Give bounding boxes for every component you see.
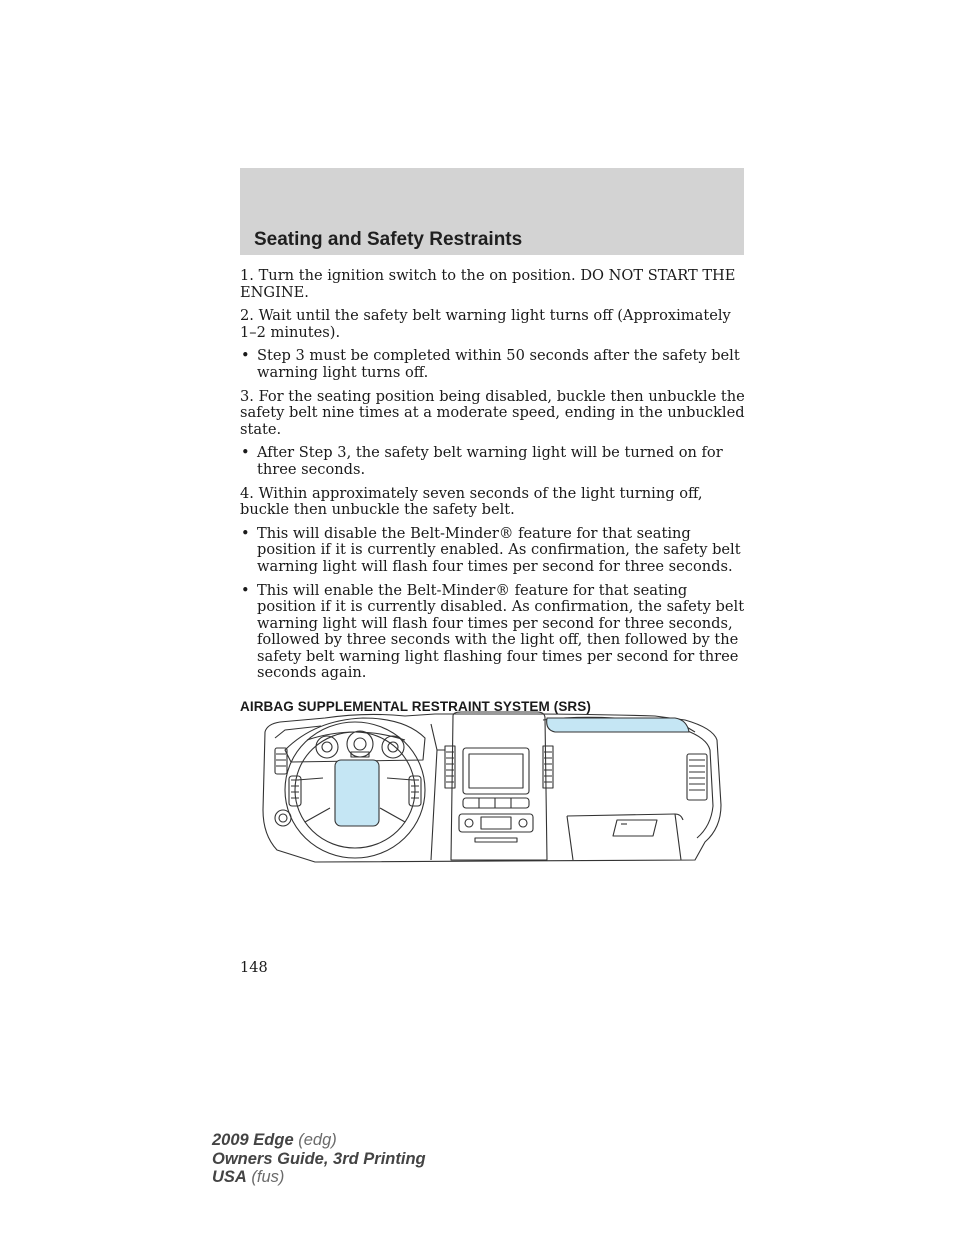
bullet-text: This will enable the Belt-Minder® feature for that seating position if it is currently disabled. As confirmation, the safety belt warning light will flash four times per second for three seconds, followed by three seconds with the light off, then followed by the safety belt warning light flashing four times per second for three seconds again.	[257, 581, 745, 682]
document-footer	[212, 1131, 426, 1187]
bullet-symbol: •	[241, 524, 250, 542]
bullet-text: After Step 3, the safety belt warning light will be turned on for three seconds.	[257, 444, 723, 478]
page-number: 148	[240, 960, 268, 976]
bullet-text: This will disable the Belt-Minder® feature for that seating position if it is currently enabled. As confirmation, the safety belt warning light will flash four times per second for three seconds.	[257, 524, 741, 575]
step-1: 1. Turn the ignition switch to the on position. DO NOT START THE ENGINE.	[240, 267, 736, 301]
footer-line-2	[212, 1150, 426, 1169]
section-header-band	[240, 168, 744, 255]
bullet-item	[240, 348, 745, 381]
footer-model: 2009 Edge	[212, 1131, 294, 1149]
footer-market: USA	[212, 1168, 247, 1186]
dashboard-airbag-illustration	[255, 710, 725, 868]
step-2: 2. Wait until the safety belt warning light turns off (Approximately 1–2 minutes).	[240, 307, 731, 341]
footer-line-1	[212, 1131, 426, 1150]
driver-airbag-highlight	[335, 760, 379, 826]
bullet-symbol: •	[241, 444, 250, 462]
step-4: 4. Within approximately seven seconds of the light turning off, buckle then unbuckle the safety belt.	[240, 484, 703, 519]
bullet-symbol: •	[241, 581, 250, 599]
footer-model-code: (edg)	[293, 1131, 337, 1149]
bullet-symbol: •	[241, 347, 250, 365]
bullet-item	[240, 583, 745, 683]
step-3: 3. For the seating position being disabled, buckle then unbuckle the safety belt nine times at a moderate speed, ending in the unbuckled state.	[240, 387, 745, 438]
footer-market-code: (fus)	[246, 1168, 285, 1186]
footer-guide: Owners Guide, 3rd Printing	[212, 1149, 426, 1168]
bullet-text: Step 3 must be completed within 50 seconds after the safety belt warning light turns off.	[257, 347, 740, 381]
page-title: Seating and Safety Restraints	[254, 229, 523, 250]
passenger-airbag-highlight	[547, 718, 689, 732]
bullet-item	[240, 526, 745, 576]
bullet-item	[240, 445, 745, 478]
body-text	[240, 268, 745, 716]
section-heading: AIRBAG SUPPLEMENTAL RESTRAINT SYSTEM (SRS)	[240, 699, 591, 715]
footer-line-3	[212, 1168, 426, 1187]
